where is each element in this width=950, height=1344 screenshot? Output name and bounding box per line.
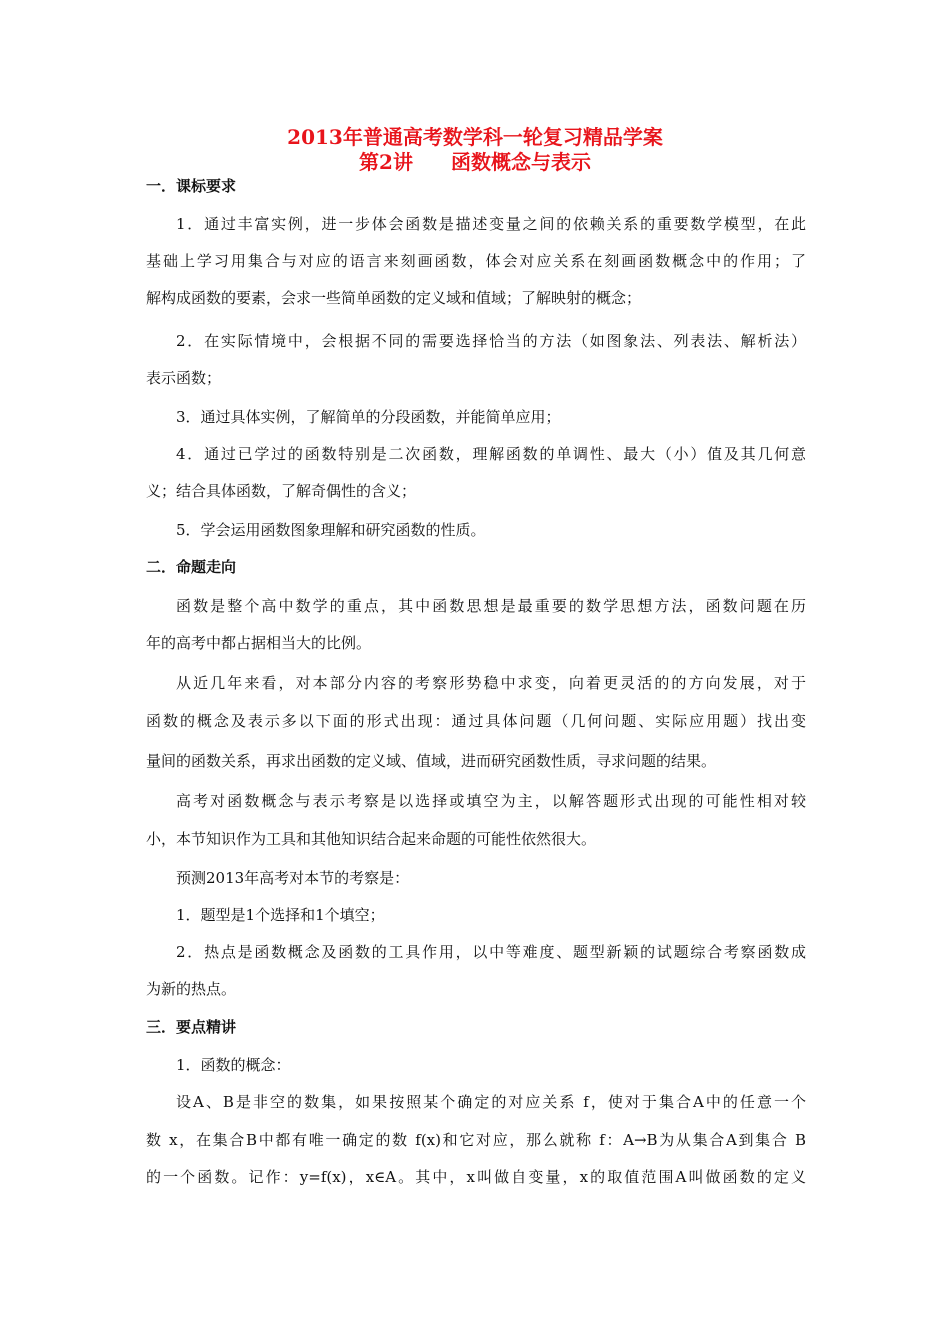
key-points-item-1-title: 1．函数的概念： [176,1056,291,1074]
standards-item-5: 5．学会运用函数图象理解和研究函数的性质。 [176,521,486,539]
standards-item-1-line-1: 1．通过丰富实例，进一步体会函数是描述变量之间的依赖关系的重要数学模型，在此 [176,215,806,233]
document-title: 2013年普通高考数学科一轮复习精品学案 [287,125,663,149]
standards-item-4-line-2: 义；结合具体函数，了解奇偶性的含义； [146,482,417,500]
standards-item-2-line-2: 表示函数； [146,369,222,387]
function-definition-line-2: 数 x，在集合B中都有唯一确定的数 f(x)和它对应，那么就称 f：A→B为从集合A到集合 B [146,1131,806,1149]
standards-item-1-line-2: 基础上学习用集合与对应的语言来刻画函数，体会对应关系在刻画函数概念中的作用；了 [146,252,806,270]
trends-para-3-line-2: 小，本节知识作为工具和其他知识结合起来命题的可能性依然很大。 [146,830,597,848]
function-definition-line-1: 设A、B是非空的数集，如果按照某个确定的对应关系 f，使对于集合A中的任意一个 [176,1093,806,1111]
function-definition-line-3: 的一个函数。记作：y=f(x)，x∈A。其中，x叫做自变量，x的取值范围A叫做函数的定义 [146,1168,806,1186]
standards-item-4-line-1: 4．通过已学过的函数特别是二次函数，理解函数的单调性、最大（小）值及其几何意 [176,445,806,463]
trends-forecast-item-2-line-1: 2．热点是函数概念及函数的工具作用，以中等难度、题型新颖的试题综合考察函数成 [176,943,806,961]
lesson-number: 第2讲 [359,150,413,174]
standards-item-3: 3．通过具体实例，了解简单的分段函数，并能简单应用； [176,408,561,426]
section-heading-trends: 二．命题走向 [146,558,237,576]
section-heading-key-points: 三．要点精讲 [146,1018,237,1036]
trends-forecast-item-1: 1．题型是1个选择和1个填空； [176,906,385,924]
trends-para-3-line-1: 高考对函数概念与表示考察是以选择或填空为主，以解答题形式出现的可能性相对较 [176,792,806,810]
trends-para-2-line-3: 量间的函数关系，再求出函数的定义域、值域，进而研究函数性质，寻求问题的结果。 [146,752,717,770]
trends-para-1-line-2: 年的高考中都占据相当大的比例。 [146,634,372,652]
lesson-title [0,149,950,175]
trends-forecast-intro: 预测2013年高考对本节的考察是： [176,869,410,887]
trends-para-1-line-1: 函数是整个高中数学的重点，其中函数思想是最重要的数学思想方法，函数问题在历 [176,597,806,615]
trends-para-2-line-2: 函数的概念及表示多以下面的形式出现：通过具体问题（几何问题、实际应用题）找出变 [146,712,806,730]
standards-item-1-line-3: 解构成函数的要素，会求一些简单函数的定义域和值域；了解映射的概念； [146,289,642,307]
trends-para-2-line-1: 从近几年来看，对本部分内容的考察形势稳中求变，向着更灵活的的方向发展，对于 [176,674,806,692]
section-heading-standards: 一．课标要求 [146,177,237,195]
trends-forecast-item-2-line-2: 为新的热点。 [146,980,237,998]
lesson-topic: 函数概念与表示 [450,150,591,174]
standards-item-2-line-1: 2．在实际情境中，会根据不同的需要选择恰当的方法（如图象法、列表法、解析法） [176,332,806,350]
